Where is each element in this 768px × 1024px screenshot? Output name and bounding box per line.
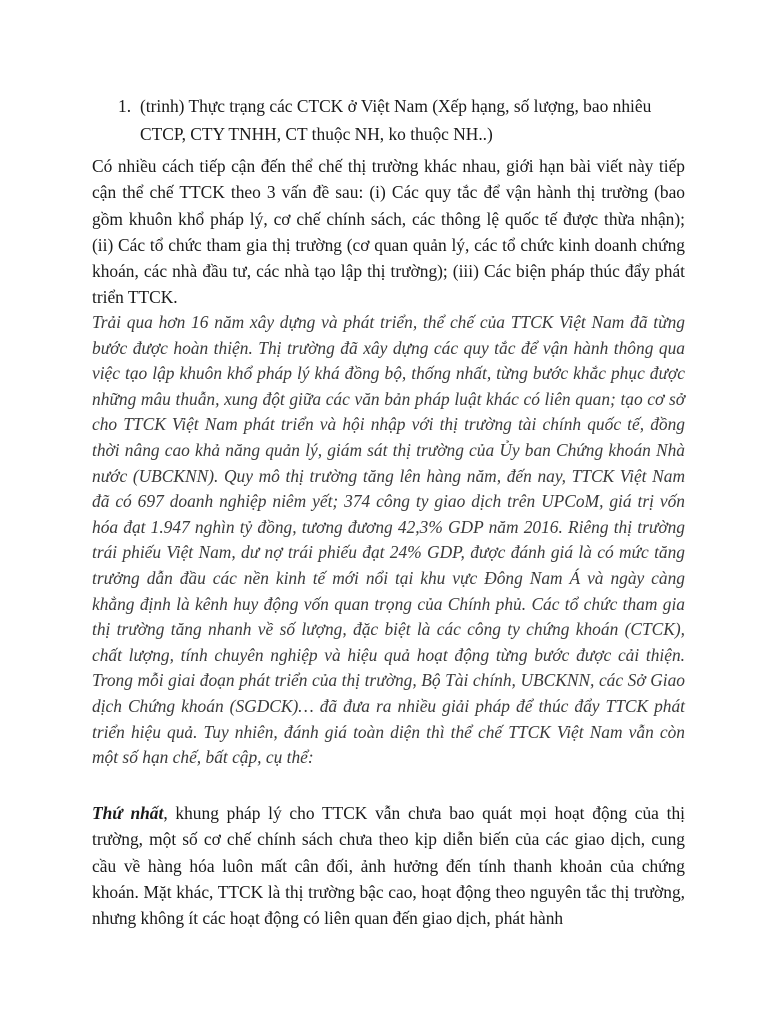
first-point-paragraph [92,800,685,931]
intro-paragraph: Có nhiều cách tiếp cận đến thể chế thị trường khác nhau, giới hạn bài viết này tiếp cận thể chế TTCK theo 3 vấn đề sau: (i) Các quy tắc để vận hành thị trường (bao gồm khuôn khổ pháp lý, cơ chế chính sách, các thông lệ quốc tế được thừa nhận); (ii) Các tổ chức tham gia thị trường (cơ quan quản lý, các tổ chức kinh doanh chứng khoán, các nhà đầu tư, các nhà tạo lập thị trường); (iii) Các biện pháp thúc đẩy phát triển TTCK. [92,156,685,308]
first-point-lead: Thứ nhất [92,803,164,823]
heading-text: (trinh) Thực trạng các CTCK ở Việt Nam (Xếp hạng, số lượng, bao nhiêu CTCP, CTY TNHH, CT thuộc NH, ko thuộc NH..) [140,96,652,144]
section-heading [118,92,688,148]
first-point-body: , khung pháp lý cho TTCK vẫn chưa bao quát mọi hoạt động của thị trường, một số cơ chế chính sách chưa theo kịp diễn biến của các giao dịch, cung cầu về hàng hóa luôn mất cân đối, ảnh hưởng đến tính thanh khoản của chứng khoán. Mặt khác, TTCK là thị trường bậc cao, hoạt động theo nguyên tắc thị trường, nhưng không ít các hoạt động có liên quan đến giao dịch, phát hành [92,803,685,929]
heading-number: 1. [118,96,132,116]
quoted-paragraph: Trải qua hơn 16 năm xây dựng và phát triển, thể chế của TTCK Việt Nam đã từng bước được hoàn thiện. Thị trường đã xây dựng các quy tắc để vận hành thông qua việc tạo lập khuôn khổ pháp lý khá đồng bộ, thống nhất, từng bước khắc phục được những mâu thuẫn, xung đột giữa các văn bản pháp luật khác có liên quan; tạo cơ sở cho TTCK Việt Nam phát triển và hội nhập với thị trường tài chính quốc tế, đồng thời nâng cao khả năng quản lý, giám sát thị trường của Ủy ban Chứng khoán Nhà nước (UBCKNN). Quy mô thị trường tăng lên hàng năm, đến nay, TTCK Việt Nam đã có 697 doanh nghiệp niêm yết; 374 công ty giao dịch trên UPCoM, giá trị vốn hóa đạt 1.947 nghìn tỷ đồng, tương đương 42,3% GDP năm 2016. Riêng thị trường trái phiếu Việt Nam, dư nợ trái phiếu đạt 24% GDP, được đánh giá là có mức tăng trưởng dẫn đầu các nền kinh tế mới nổi tại khu vực Đông Nam Á và ngày càng khẳng định là kênh huy động vốn quan trọng của Chính phủ. Các tổ chức tham gia thị trường tăng nhanh về số lượng, đặc biệt là các công ty chứng khoán (CTCK), chất lượng, tính chuyên nghiệp và hiệu quả hoạt động từng bước được cải thiện. Trong mỗi giai đoạn phát triển của thị trường, Bộ Tài chính, UBCKNN, các Sở Giao dịch Chứng khoán (SGDCK)… đã đưa ra nhiều giải pháp để thúc đẩy TTCK phát triển hiệu quả. Tuy nhiên, đánh giá toàn diện thì thể chế TTCK Việt Nam vẫn còn một số hạn chế, bất cập, cụ thể: [92,312,685,768]
